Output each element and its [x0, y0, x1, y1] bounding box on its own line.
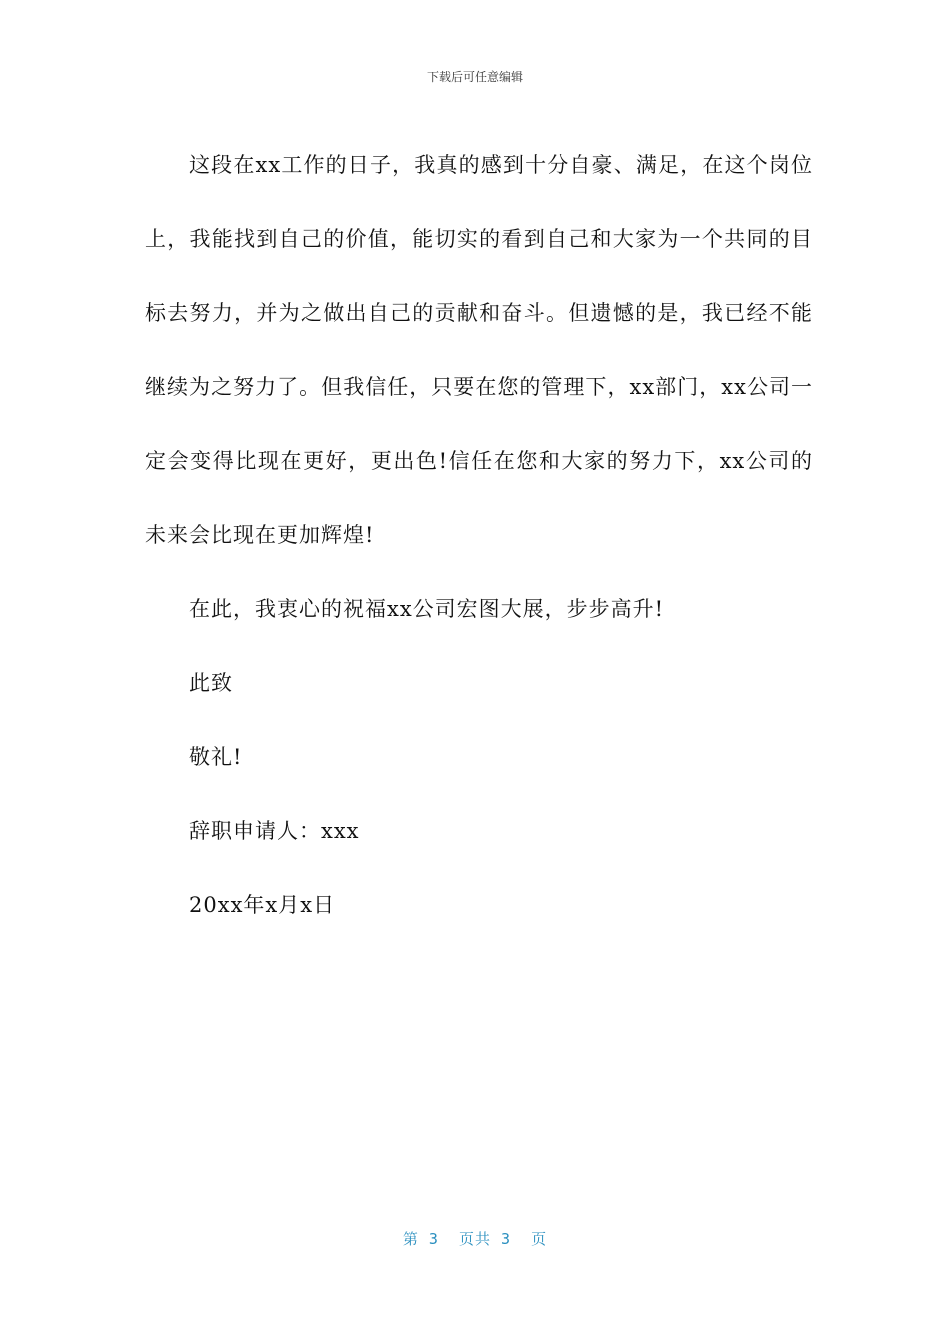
date-line: 20xx年x月x日 — [189, 893, 336, 917]
body-paragraph-2: 在此，我衷心的祝福xx公司宏图大展，步步高升! — [189, 597, 665, 621]
signature-line: 辞职申请人：xxx — [189, 819, 360, 843]
closing-line-1: 此致 — [189, 671, 233, 695]
body-paragraph-1: 这段在xx工作的日子，我真的感到十分自豪、满足，在这个岗位上，我能找到自己的价值，能切实的看到自己和大家为一个共同的目标去努力，并为之做出自己的贡献和奋斗。但遗憾的是，我已经不能继续为之努力了。但我信任，只要在您的管理下，xx部门，xx公司一定会变得比现在更好，更出色!信任在您和大家的努力下，xx公司的未来会比现在更加辉煌! — [145, 153, 813, 547]
page-footer: 第 3 页共 3 页 — [402, 1230, 548, 1248]
header-note: 下载后可任意编辑 — [426, 70, 523, 84]
letter-body — [145, 128, 813, 942]
closing-line-2: 敬礼! — [189, 745, 243, 769]
